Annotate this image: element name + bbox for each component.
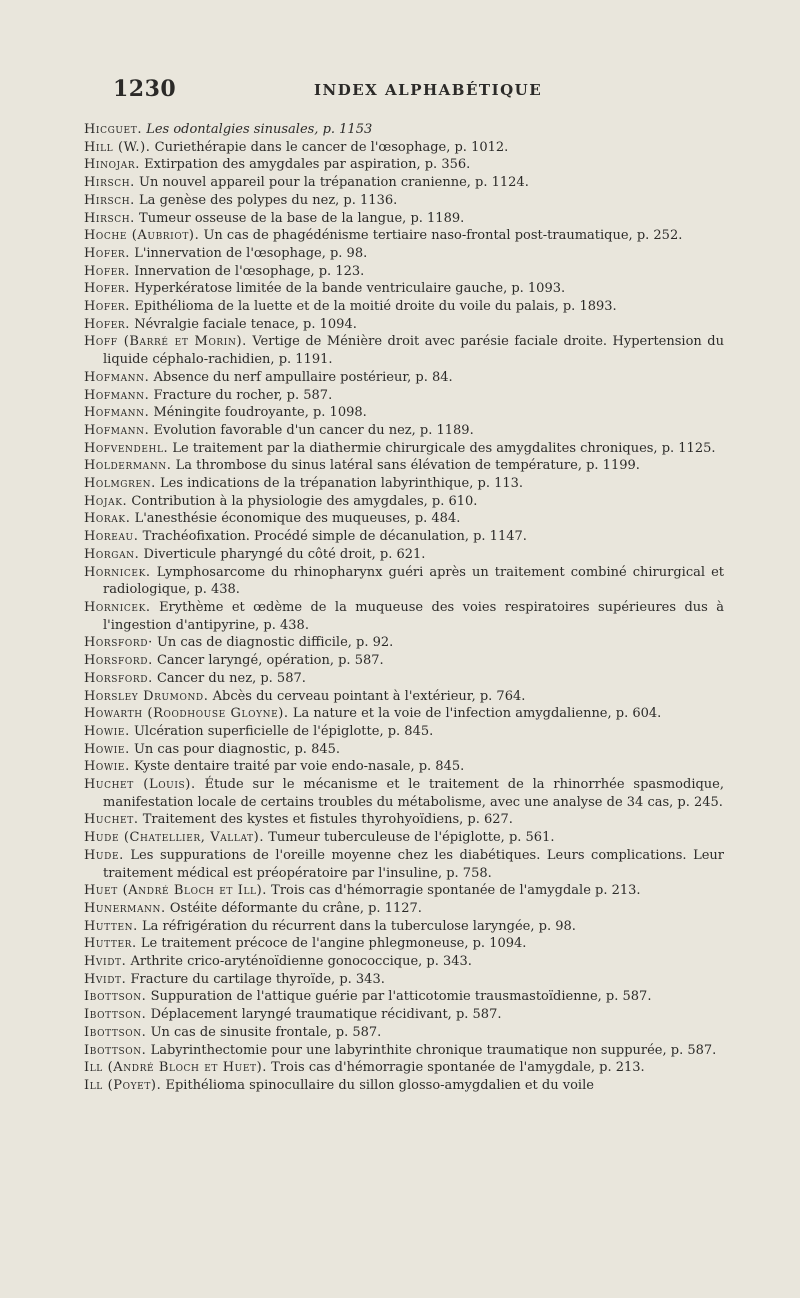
- index-entry: [84, 971, 724, 989]
- entry-author: Howarth (Roodhouse Gloyne).: [84, 706, 289, 722]
- entry-title: Trachéofixation. Procédé simple de décanulation, p. 1147.: [142, 529, 527, 545]
- index-title: INDEX ALPHABÉTIQUE: [314, 81, 543, 99]
- entry-title: Fracture du rocher, p. 587.: [153, 387, 333, 403]
- index-entry: [84, 227, 724, 245]
- entry-author: Horak.: [84, 511, 131, 527]
- running-head: [0, 76, 800, 106]
- entry-title: La réfrigération du récurrent dans la tuberculose laryngée, p. 98.: [142, 918, 576, 934]
- index-entry: [84, 440, 724, 458]
- index-entry: [84, 688, 724, 706]
- index-entry: [84, 333, 724, 368]
- entry-author: Hutten.: [84, 918, 138, 934]
- index-entry: [84, 811, 724, 829]
- entry-author: Hutter.: [84, 936, 137, 952]
- index-entry: [84, 263, 724, 281]
- index-entry: [84, 156, 724, 174]
- entry-author: Hvidt.: [84, 954, 127, 970]
- entry-author: Hofmann.: [84, 387, 150, 403]
- entry-title: Méningite foudroyante, p. 1098.: [153, 405, 367, 421]
- index-entry: [84, 829, 724, 847]
- entry-author: Hofer.: [84, 316, 131, 332]
- entry-author: Ibottson.: [84, 1007, 147, 1023]
- index-entry: [84, 475, 724, 493]
- index-entry: [84, 210, 724, 228]
- entry-title: Absence du nerf ampullaire postérieur, p. 84.: [153, 369, 453, 385]
- index-entry: [84, 298, 724, 316]
- entry-title: Kyste dentaire traité par voie endo-nasale, p. 845.: [133, 759, 465, 775]
- entry-author: Hojak.: [84, 493, 128, 509]
- entry-author: Huet (André Bloch et Ill).: [84, 883, 268, 899]
- entry-author: Howie.: [84, 759, 130, 775]
- entry-title: L'innervation de l'œsophage, p. 98.: [134, 245, 368, 261]
- index-entry: [84, 882, 724, 900]
- entry-author: Hirsch.: [84, 175, 135, 191]
- entry-author: Hicguet.: [84, 122, 143, 137]
- entry-author: Horsford.: [84, 670, 153, 686]
- entry-author: Holmgren.: [84, 476, 156, 492]
- entry-author: Ibottson.: [84, 1042, 147, 1058]
- index-entry: [84, 564, 724, 599]
- entry-title: Vertige de Ménière droit avec parésie faciale droite. Hypertension du liquide céphalo-rachidien, p. 1191.: [103, 334, 724, 368]
- index-entry: [84, 741, 724, 759]
- entry-author: Ill (Poyet).: [84, 1077, 162, 1093]
- index-entry: [84, 652, 724, 670]
- index-entry: [84, 1059, 724, 1077]
- entry-author: Hude (Chatellier, Vallat).: [84, 830, 265, 846]
- entry-author: Hofer.: [84, 299, 131, 315]
- entry-author: Hirsch.: [84, 210, 135, 226]
- entry-author: Hofmann.: [84, 422, 150, 438]
- entry-author: Hoche (Aubriot).: [84, 228, 200, 244]
- entry-title: Abcès du cerveau pointant à l'extérieur, p. 764.: [212, 688, 526, 704]
- entry-author: Huchet (Louis).: [84, 777, 196, 793]
- entry-author: Hvidt.: [84, 971, 127, 987]
- entry-title: Cancer du nez, p. 587.: [156, 670, 306, 686]
- index-entry: [84, 599, 724, 634]
- entry-title: Ulcération superficielle de l'épiglotte, p. 845.: [133, 723, 434, 739]
- entry-author: Hofmann.: [84, 405, 150, 421]
- entry-author: Horsford·: [84, 635, 153, 651]
- entry-author: Howie.: [84, 723, 130, 739]
- entry-title: Les suppurations de l'oreille moyenne chez les diabétiques. Leurs complications. Leur traitement médical est préopératoire par l'insuline, p. 758.: [103, 847, 724, 881]
- index-entry: [84, 1077, 724, 1095]
- entry-title: Le traitement par la diathermie chirurgicale des amygdalites chroniques, p. 1125.: [172, 440, 716, 456]
- index-entry: [84, 1024, 724, 1042]
- entry-author: Hill (W.).: [84, 139, 151, 155]
- entry-title: Evolution favorable d'un cancer du nez, p. 1189.: [153, 422, 474, 438]
- entry-author: Hofvendehl.: [84, 440, 169, 456]
- entry-title: Un cas de diagnostic difficile, p. 92.: [156, 635, 394, 651]
- entry-author: Hornicek.: [84, 599, 151, 615]
- entry-title: La nature et la voie de l'infection amygdalienne, p. 604.: [292, 706, 662, 722]
- entry-author: Hinojar.: [84, 157, 140, 173]
- index-entry: [84, 918, 724, 936]
- entry-title: Tumeur tuberculeuse de l'épiglotte, p. 561.: [268, 830, 555, 846]
- entry-title: Les indications de la trépanation labyrinthique, p. 113.: [160, 476, 524, 492]
- page-number: 1230: [113, 76, 177, 102]
- index-entry: [84, 139, 724, 157]
- entry-title: Curiethérapie dans le cancer de l'œsophage, p. 1012.: [154, 139, 509, 155]
- index-entry: [84, 387, 724, 405]
- entry-author: Hirsch.: [84, 192, 135, 208]
- index-entries: [84, 121, 724, 1095]
- index-entry: [84, 634, 724, 652]
- entry-title: Ostéite déformante du crâne, p. 1127.: [169, 900, 422, 916]
- entry-title: Contribution à la physiologie des amygdales, p. 610.: [131, 493, 478, 509]
- entry-author: Ibottson.: [84, 1024, 147, 1040]
- entry-title: Névralgie faciale tenace, p. 1094.: [134, 316, 357, 332]
- entry-title: Un cas de phagédénisme tertiaire naso-frontal post-traumatique, p. 252.: [203, 228, 683, 244]
- index-entry: [84, 280, 724, 298]
- index-entry: [84, 192, 724, 210]
- index-entry: [84, 670, 724, 688]
- index-entry: [84, 121, 724, 139]
- entry-title: Fracture du cartilage thyroïde, p. 343.: [130, 971, 385, 987]
- entry-author: Hoff (Barré et Morin).: [84, 334, 247, 350]
- entry-title: Arthrite crico-aryténoïdienne gonococcique, p. 343.: [130, 954, 472, 970]
- entry-author: Horsley Drumond.: [84, 688, 209, 704]
- entry-author: Horeau.: [84, 529, 139, 545]
- entry-title: Epithélioma de la luette et de la moitié droite du voile du palais, p. 1893.: [134, 299, 617, 315]
- entry-title: La genèse des polypes du nez, p. 1136.: [139, 192, 398, 208]
- entry-author: Hunermann.: [84, 900, 166, 916]
- entry-title: Un cas de sinusite frontale, p. 587.: [150, 1024, 382, 1040]
- index-entry: [84, 528, 724, 546]
- entry-title: Le traitement précoce de l'angine phlegmoneuse, p. 1094.: [140, 936, 527, 952]
- entry-title: Epithélioma spinocullaire du sillon glosso-amygdalien et du voile: [165, 1077, 594, 1093]
- entry-author: Hofmann.: [84, 369, 150, 385]
- entry-title: Erythème et œdème de la muqueuse des voies respiratoires supérieures dus à l'ingestion d'antipyrine, p. 438.: [103, 599, 724, 633]
- index-entry: [84, 245, 724, 263]
- entry-title: Trois cas d'hémorragie spontanée de l'amygdale, p. 213.: [271, 1060, 645, 1076]
- entry-title: L'anesthésie économique des muqueuses, p. 484.: [134, 511, 461, 527]
- index-entry: [84, 723, 724, 741]
- index-entry: [84, 953, 724, 971]
- index-entry: [84, 369, 724, 387]
- entry-title: Traitement des kystes et fistules thyrohyoïdiens, p. 627.: [142, 812, 513, 828]
- entry-author: Huchet.: [84, 812, 139, 828]
- entry-author: Ill (André Bloch et Huet).: [84, 1060, 268, 1076]
- entry-title: Les odontalgies sinusales, p. 1153: [146, 122, 373, 137]
- entry-title: Hyperkératose limitée de la bande ventriculaire gauche, p. 1093.: [134, 281, 566, 297]
- index-entry: [84, 404, 724, 422]
- index-entry: [84, 422, 724, 440]
- entry-author: Holdermann.: [84, 458, 172, 474]
- index-entry: [84, 546, 724, 564]
- entry-author: Hofer.: [84, 245, 131, 261]
- index-entry: [84, 1042, 724, 1060]
- index-entry: [84, 988, 724, 1006]
- index-entry: [84, 457, 724, 475]
- entry-title: Diverticule pharyngé du côté droit, p. 621.: [143, 546, 426, 562]
- entry-title: Suppuration de l'attique guérie par l'atticotomie trausmastoïdienne, p. 587.: [150, 989, 652, 1005]
- entry-title: Cancer laryngé, opération, p. 587.: [156, 653, 384, 669]
- index-entry: [84, 900, 724, 918]
- entry-title: Labyrinthectomie pour une labyrinthite chronique traumatique non suppurée, p. 587.: [150, 1042, 717, 1058]
- index-entry: [84, 493, 724, 511]
- entry-title: Un nouvel appareil pour la trépanation cranienne, p. 1124.: [139, 175, 529, 191]
- index-entry: [84, 1006, 724, 1024]
- entry-author: Horsford.: [84, 653, 153, 669]
- entry-author: Hude.: [84, 847, 124, 863]
- entry-author: Ibottson.: [84, 989, 147, 1005]
- entry-author: Horgan.: [84, 546, 140, 562]
- index-entry: [84, 705, 724, 723]
- entry-title: Lymphosarcome du rhinopharynx guéri après un traitement combiné chirurgical et radiologique, p. 438.: [103, 564, 724, 598]
- index-entry: [84, 935, 724, 953]
- entry-author: Hofer.: [84, 281, 131, 297]
- index-entry: [84, 174, 724, 192]
- entry-author: Hornicek.: [84, 564, 151, 580]
- index-entry: [84, 847, 724, 882]
- entry-title: Un cas pour diagnostic, p. 845.: [133, 741, 341, 757]
- index-entry: [84, 510, 724, 528]
- index-entry: [84, 776, 724, 811]
- index-entry: [84, 758, 724, 776]
- entry-title: Tumeur osseuse de la base de la langue, p. 1189.: [139, 210, 465, 226]
- entry-title: Innervation de l'œsophage, p. 123.: [134, 263, 365, 279]
- entry-title: Trois cas d'hémorragie spontanée de l'amygdale p. 213.: [271, 883, 641, 899]
- entry-author: Howie.: [84, 741, 130, 757]
- entry-author: Hofer.: [84, 263, 131, 279]
- entry-title: La thrombose du sinus latéral sans élévation de température, p. 1199.: [175, 458, 640, 474]
- entry-title: Étude sur le mécanisme et le traitement de la rhinorrhée spasmodique, manifestation locale de certains troubles du métabolisme, avec une analyse de 34 cas, p. 245.: [103, 777, 724, 810]
- index-entry: [84, 316, 724, 334]
- entry-title: Déplacement laryngé traumatique récidivant, p. 587.: [150, 1007, 502, 1023]
- entry-title: Extirpation des amygdales par aspiration, p. 356.: [144, 157, 471, 173]
